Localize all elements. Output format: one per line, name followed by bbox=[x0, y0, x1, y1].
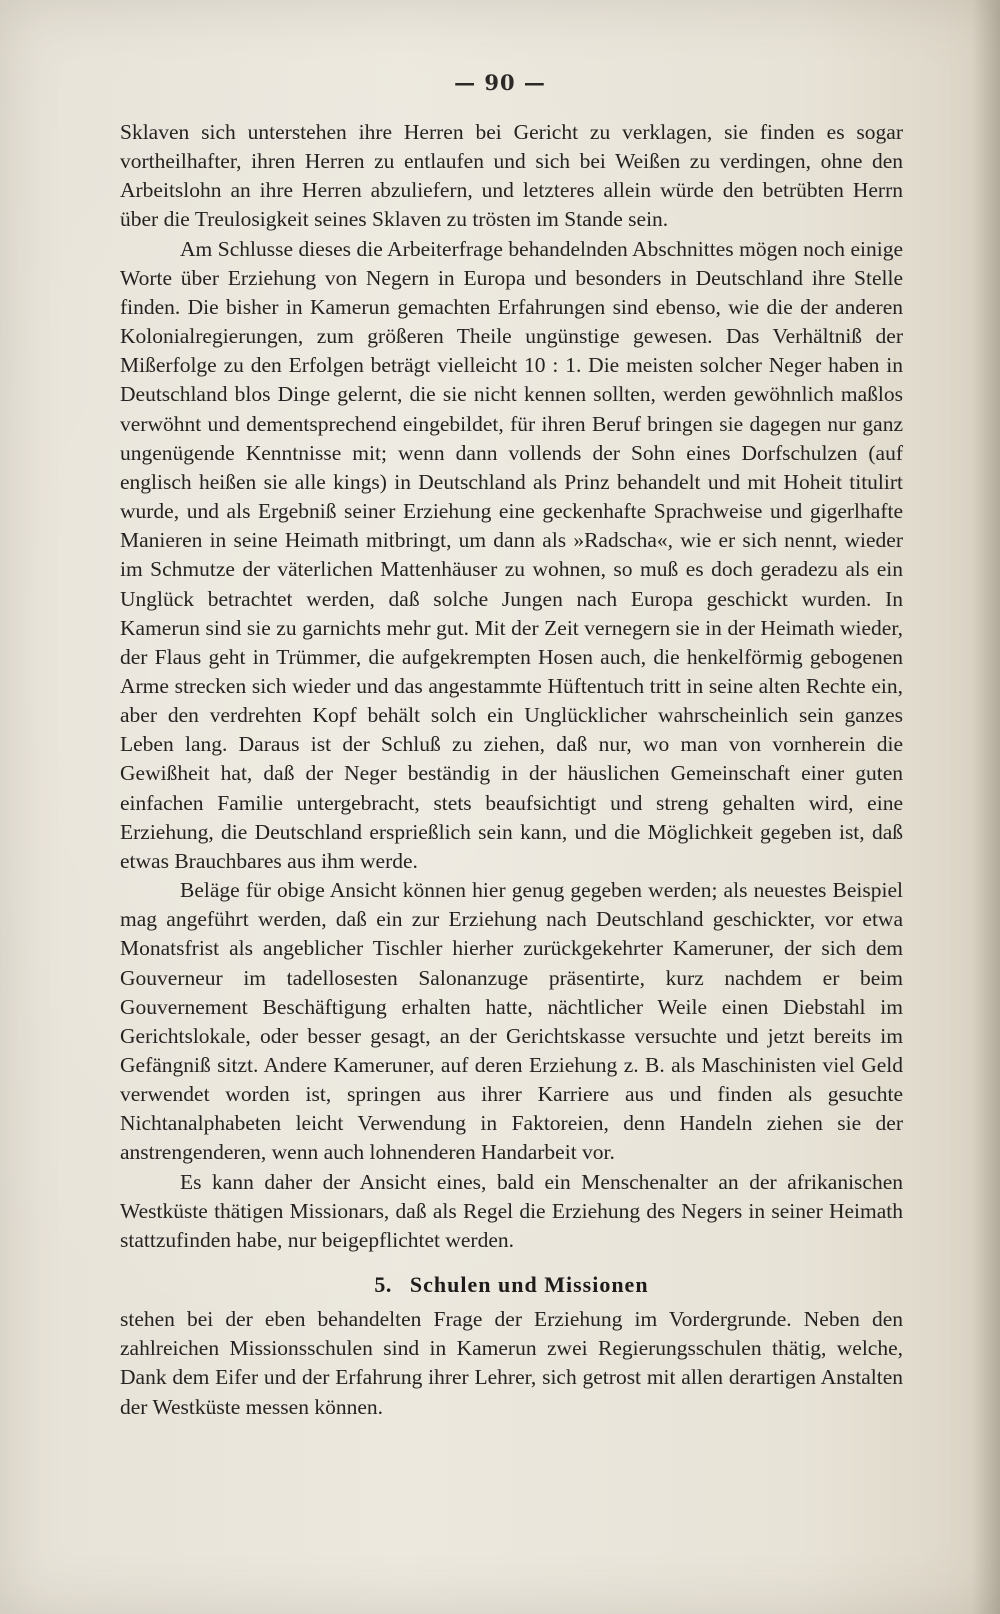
paragraph-education-in-europe: Am Schlusse dieses die Arbeiterfrage behandelnden Abschnittes mögen noch einige Worte über Erziehung von Negern in Europa und besonders in Deutschland ihre Stelle finden. Die bisher in Kamerun gemachten Erfahrungen sind ebenso, wie die der anderen Kolonialregierungen, zum größeren Theile ungünstige gewesen. Das Verhältniß der Mißerfolge zu den Erfolgen beträgt vielleicht 10 : 1. Die meisten solcher Neger haben in Deutschland blos Dinge gelernt, die sie nicht kennen sollten, werden gewöhnlich maßlos verwöhnt und dementsprechend eingebildet, für ihren Beruf bringen sie dagegen nur ganz ungenügende Kenntnisse mit; wenn dann vollends der Sohn eines Dorfschulzen (auf englisch heißen sie alle kings) in Deutschland als Prinz behandelt und mit Hoheit titulirt wurde, und als Ergebniß seiner Erziehung eine geckenhafte Sprachweise und gigerlhafte Manieren in seine Heimath mitbringt, um dann als »Radscha«, wie er sich nennt, wieder im Schmutze der väterlichen Mattenhäuser zu wohnen, so muß es doch geradezu als ein Unglück betrachtet werden, daß solche Jungen nach Europa geschickt wurden. In Kamerun sind sie zu garnichts mehr gut. Mit der Zeit vernegern sie in der Heimath wieder, der Flaus geht in Trümmer, die aufgekrempten Hosen auch, die henkelförmig gebogenen Arme strecken sich wieder und das angestammte Hüftentuch tritt in seine alten Rechte ein, aber den verdrehten Kopf behält solch ein Unglücklicher wahrscheinlich sein ganzes Leben lang. Daraus ist der Schluß zu ziehen, daß nur, wo man von vornherein die Gewißheit hat, daß der Neger beständig in der häuslichen Gemeinschaft einer guten einfachen Familie untergebracht, stets beaufsichtigt und streng gehalten wird, eine Erziehung, die Deutschland ersprießlich sein kann, und die Möglichkeit gegeben ist, daß etwas Brauchbares aus ihm werde. bbox=[120, 236, 903, 873]
page-number: — 90 — bbox=[454, 70, 546, 95]
paragraph-conclusion: Es kann daher der Ansicht eines, bald ein Menschenalter an der afrikanischen Westküste thätigen Missionars, daß als Regel die Erziehung des Negers in seiner Heimath stattzufinden habe, nur beigepflichtet werden. bbox=[120, 1169, 903, 1252]
paragraph-slavery: Sklaven sich unterstehen ihre Herren bei Gericht zu verklagen, sie finden es sogar vortheilhafter, ihren Herren zu entlaufen und sich bei Weißen zu verdingen, ohne den Arbeitslohn an ihre Herren abzuliefern, und letzteres allein würde den betrübten Herrn über die Treulosigkeit seines Sklaven zu trösten im Stande sein. bbox=[120, 120, 903, 232]
section-title: Schulen und Missionen bbox=[409, 1272, 649, 1298]
paragraph-evidence: Beläge für obige Ansicht können hier genug gegeben werden; als neuestes Beispiel mag angeführt werden, daß ein zur Erziehung nach Deutschland geschickter, vor etwa Monatsfrist als angeblicher Tischler hierher zurückgekehrter Kameruner, der sich dem Gouverneur im tadellosesten Salonanzuge präsentirte, kurz nachdem er beim Gouvernement Beschäftigung erhalten hatte, nächtlicher Weile einen Diebstahl im Gerichtslokale, oder besser gesagt, an der Gerichtskasse versuchte und jetzt bereits im Gefängniß sitzt. Andere Kameruner, auf deren Erziehung z. B. als Maschinisten viel Geld verwendet worden ist, springen aus ihrer Karriere aus und finden als gesuchte Nichtanalphabeten leicht Verwendung in Faktoreien, denn Handeln ziehen sie der anstrengenderen, wenn auch lohnenderen Handarbeit vor. bbox=[120, 878, 903, 1165]
spine-shadow bbox=[972, 0, 1000, 1614]
section-heading bbox=[120, 1271, 903, 1299]
paragraph-schools: stehen bei der eben behandelten Frage der Erziehung im Vordergrunde. Neben den zahlreichen Missionsschulen sind in Kamerun zwei Regierungsschulen thätig, welche, Dank dem Eifer und der Erfahrung ihrer Lehrer, sich getrost mit allen derartigen Anstalten der Westküste messen können. bbox=[120, 1307, 903, 1419]
section-number: 5. bbox=[374, 1272, 392, 1298]
page-body bbox=[120, 118, 903, 1422]
